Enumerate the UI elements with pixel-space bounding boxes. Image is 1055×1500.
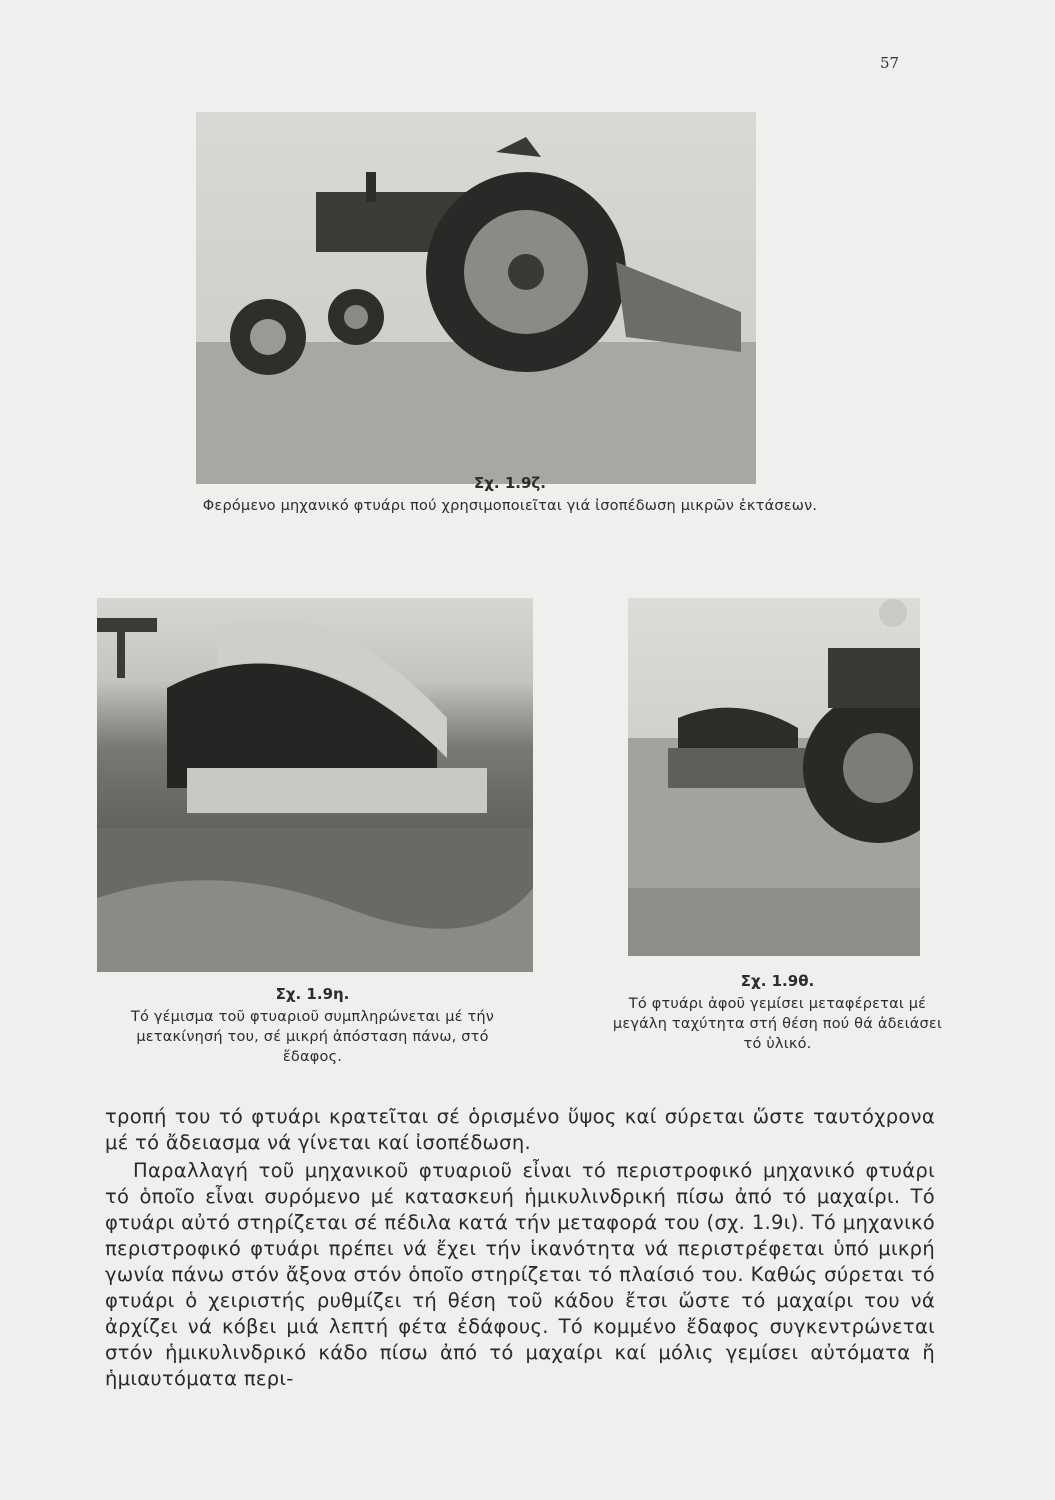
figure-caption-text: Φερόμενο μηχανικό φτυάρι πού χρησιμοποιεῖται γιά ἰσοπέδωση μικρῶν ἐκτάσεων. — [202, 498, 818, 514]
body-paragraph: Παραλλαγή τοῦ μηχανικοῦ φτυαριοῦ εἶναι τό περιστροφικό μηχανικό φτυάρι τό ὁποῖο εἶναι συρόμενο μέ κατασκευή ἡμικυλινδρική πίσω ἀπό τό μαχαίρι. Τό φτυάρι αὐτό στηρίζεται σέ πέδιλα κατά τήν μεταφορά του (σχ. 1.9ι). Τό μηχανικό περιστροφικό φτυάρι πρέπει νά ἔχει τήν ἱκανότητα νά περιστρέφεται ὑπό μικρή γωνία πάνω στόν ἄξονα στόν ὁποῖο στηρίζεται τό πλαίσιό του. Καθώς σύρεται τό φτυάρι ὁ χειριστής ρυθμίζει τή θέση τοῦ κάδου ἔτσι ὥστε τό μαχαίρι του νά ἀρχίζει νά κόβει μιά λεπτή φέτα ἐδάφους. Τό κομμένο ἔδαφος συγκεντρώνεται στόν ἡμικυλινδρικό κάδο πίσω ἀπό τό μαχαίρι καί μόλις γεμίσει αὐτόματα ἤ ἡμιαυτόματα περι- — [105, 1159, 935, 1390]
figure-label: Σχ. 1.9θ. — [740, 972, 815, 990]
page-number: 57 — [880, 54, 900, 72]
figure-label: Σχ. 1.9η. — [275, 985, 350, 1003]
figure-caption-1-9th — [605, 972, 950, 1054]
figure-caption-1-9h — [105, 985, 520, 1067]
figure-caption-text: Τό φτυάρι ἀφοῦ γεμίσει μεταφέρεται μέ μεγάλη ταχύτητα στή θέση πού θά ἀδειάσει τό ὑλικό. — [612, 996, 943, 1052]
figure-caption-text: Τό γέμισμα τοῦ φτυαριοῦ συμπληρώνεται μέ τήν μετακίνησή του, σέ μικρή ἀπόσταση πάνω, στό ἔδαφος. — [130, 1009, 495, 1065]
photo-scraper-transport — [628, 598, 920, 956]
photo-scraper-bucket-filling — [97, 598, 533, 972]
photo-tractor-mounted-scraper — [196, 112, 756, 484]
scraper-bucket-illustration — [97, 598, 533, 972]
body-paragraph: τροπή του τό φτυάρι κρατεῖται σέ ὁρισμένο ὕψος καί σύρεται ὥστε ταυτόχρονα μέ τό ἄδειασμα νά γίνεται καί ἰσοπέδωση. — [105, 1105, 935, 1154]
figure-caption-1-9z — [130, 474, 890, 516]
scraper-transport-illustration — [628, 598, 920, 956]
figure-label: Σχ. 1.9ζ. — [474, 474, 546, 492]
tractor-illustration — [196, 112, 756, 484]
